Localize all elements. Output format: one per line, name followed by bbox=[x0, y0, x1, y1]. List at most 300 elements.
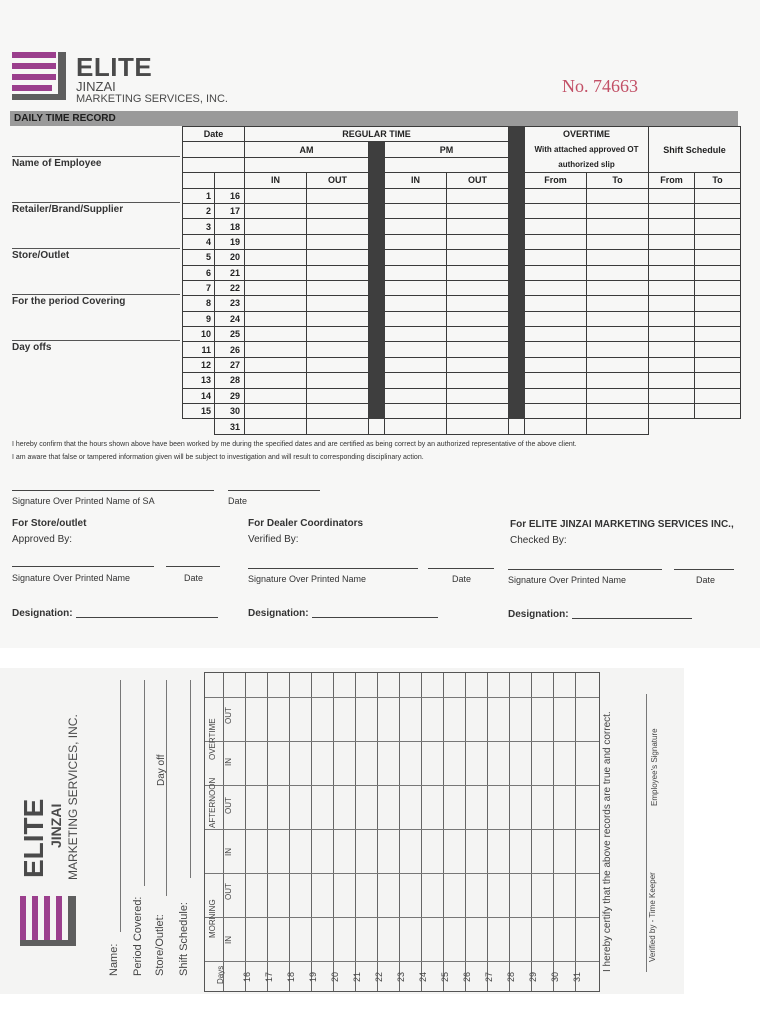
card-day-number: 19 bbox=[308, 971, 318, 982]
pm-in-cell[interactable] bbox=[385, 327, 447, 342]
pm-in-cell[interactable] bbox=[385, 219, 447, 234]
pm-out-cell[interactable] bbox=[447, 327, 509, 342]
am-in-cell[interactable] bbox=[245, 203, 307, 218]
employee-label: Name of Employee bbox=[12, 158, 102, 169]
pm-out-cell[interactable] bbox=[447, 296, 509, 311]
pm-out-header: OUT bbox=[447, 173, 509, 188]
sa-date-label: Date bbox=[228, 496, 248, 506]
sa-signature-line[interactable] bbox=[12, 490, 214, 491]
pm-out-cell[interactable] bbox=[447, 342, 509, 357]
shift-from-cell[interactable] bbox=[649, 327, 695, 342]
pm-out-cell[interactable] bbox=[447, 250, 509, 265]
day-row bbox=[183, 250, 741, 265]
card-shift-line[interactable] bbox=[190, 680, 191, 878]
day-row bbox=[183, 219, 741, 234]
card-day-number: 22 bbox=[374, 971, 384, 982]
card-grid-column bbox=[399, 673, 400, 991]
card-grid-row bbox=[205, 873, 599, 874]
day-number: 27 bbox=[215, 357, 245, 372]
shift-to-cell[interactable] bbox=[695, 327, 741, 342]
ot-from-cell[interactable] bbox=[525, 280, 587, 295]
pm-out-cell[interactable] bbox=[447, 357, 509, 372]
confirm-statement-2: I am aware that false or tampered information given will be subject to investigation and will result to corresponding disciplinary action. bbox=[12, 454, 424, 461]
am-in-cell[interactable] bbox=[245, 250, 307, 265]
pm-out-cell[interactable] bbox=[447, 311, 509, 326]
shift-from-cell[interactable] bbox=[649, 311, 695, 326]
pm-in-cell[interactable] bbox=[385, 373, 447, 388]
am-out-cell[interactable] bbox=[307, 219, 369, 234]
am-out-cell[interactable] bbox=[307, 388, 369, 403]
shift-from-cell[interactable] bbox=[525, 419, 587, 434]
ot-from-cell[interactable] bbox=[525, 404, 587, 419]
serial-number: No. 74663 bbox=[562, 76, 638, 96]
checked-by-label: Checked By: bbox=[510, 535, 567, 546]
elite-designation-line[interactable] bbox=[572, 618, 692, 619]
pm-in-cell[interactable] bbox=[385, 250, 447, 265]
card-day-number: 31 bbox=[572, 971, 582, 982]
day-number: 17 bbox=[215, 203, 245, 218]
card-afternoon-in: IN bbox=[224, 848, 233, 856]
ot-from-cell[interactable] bbox=[447, 419, 509, 434]
company-name-2: JINZAI bbox=[76, 79, 116, 94]
card-morning-in: IN bbox=[224, 936, 233, 944]
dealer-designation-label: Designation: bbox=[248, 608, 309, 619]
day-row bbox=[183, 388, 741, 403]
day-row bbox=[183, 188, 741, 203]
dayoffs-line[interactable] bbox=[12, 340, 180, 341]
card-day-number: 17 bbox=[264, 971, 274, 982]
am-out-cell[interactable] bbox=[307, 404, 369, 419]
card-grid-column bbox=[333, 673, 334, 991]
day-row bbox=[183, 296, 741, 311]
card-grid-row bbox=[205, 829, 599, 830]
verified-by-label: Verified By: bbox=[248, 534, 299, 545]
day-number: 15 bbox=[183, 404, 215, 419]
day-number: 30 bbox=[215, 404, 245, 419]
card-morning-header: MORNING bbox=[208, 899, 217, 938]
pm-in-cell[interactable] bbox=[385, 188, 447, 203]
day-number: 29 bbox=[215, 388, 245, 403]
day-number: 2 bbox=[183, 203, 215, 218]
am-in-cell[interactable] bbox=[245, 234, 307, 249]
store-date-label: Date bbox=[184, 573, 204, 583]
store-label: Store/Outlet bbox=[12, 250, 70, 261]
card-company-name-2: JINZAI bbox=[48, 803, 64, 848]
shift-from-cell[interactable] bbox=[649, 357, 695, 372]
day-number: 12 bbox=[183, 357, 215, 372]
am-in-cell[interactable] bbox=[245, 388, 307, 403]
card-grid-row bbox=[205, 785, 599, 786]
am-in-cell[interactable] bbox=[245, 373, 307, 388]
ot-to-cell[interactable] bbox=[587, 234, 649, 249]
dayoffs-label: Day offs bbox=[12, 342, 52, 353]
day-row bbox=[183, 404, 741, 419]
day-number: 1 bbox=[183, 188, 215, 203]
pm-in-cell[interactable] bbox=[385, 234, 447, 249]
ot-to-cell[interactable] bbox=[587, 250, 649, 265]
ot-from-cell[interactable] bbox=[525, 234, 587, 249]
ot-from-cell[interactable] bbox=[525, 357, 587, 372]
shift-from-cell[interactable] bbox=[649, 280, 695, 295]
card-grid-column bbox=[311, 673, 312, 991]
day-number: 23 bbox=[215, 296, 245, 311]
card-afternoon-out: OUT bbox=[224, 797, 233, 814]
card-period-line[interactable] bbox=[144, 680, 145, 886]
pm-in-cell[interactable] bbox=[385, 404, 447, 419]
card-day-number: 18 bbox=[286, 971, 296, 982]
shift-to-cell[interactable] bbox=[695, 234, 741, 249]
am-in-cell[interactable] bbox=[245, 280, 307, 295]
elite-designation-label: Designation: bbox=[508, 609, 569, 620]
am-out-cell[interactable] bbox=[307, 234, 369, 249]
pm-in-cell[interactable] bbox=[385, 357, 447, 372]
ot-from-cell[interactable] bbox=[525, 250, 587, 265]
shift-to-cell[interactable] bbox=[587, 419, 649, 434]
elite-date-label: Date bbox=[696, 575, 716, 585]
employee-line[interactable] bbox=[12, 156, 180, 157]
day-row bbox=[183, 203, 741, 218]
shift-to-cell[interactable] bbox=[695, 342, 741, 357]
shift-from-cell[interactable] bbox=[649, 188, 695, 203]
overtime-header: OVERTIME bbox=[525, 127, 649, 142]
am-out-cell[interactable] bbox=[307, 357, 369, 372]
period-label: For the period Covering bbox=[12, 296, 126, 307]
approved-by-label: Approved By: bbox=[12, 534, 73, 545]
shift-from-cell[interactable] bbox=[649, 250, 695, 265]
card-store-label: Store/Outlet: bbox=[154, 914, 166, 976]
pm-in-cell[interactable] bbox=[385, 342, 447, 357]
am-in-cell[interactable] bbox=[245, 404, 307, 419]
am-out-header: OUT bbox=[307, 173, 369, 188]
card-overtime-header: OVERTIME bbox=[208, 718, 217, 760]
shift-from-cell[interactable] bbox=[649, 296, 695, 311]
shift-schedule-header: Shift Schedule bbox=[649, 127, 741, 173]
day-row bbox=[183, 327, 741, 342]
card-grid-column bbox=[289, 673, 290, 991]
shift-from-cell[interactable] bbox=[649, 234, 695, 249]
day-row bbox=[183, 357, 741, 372]
am-out-cell[interactable] bbox=[307, 265, 369, 280]
ot-to-cell[interactable] bbox=[587, 280, 649, 295]
day-row bbox=[183, 311, 741, 326]
period-line[interactable] bbox=[12, 294, 180, 295]
day-number: 8 bbox=[183, 296, 215, 311]
shift-from-cell[interactable] bbox=[649, 203, 695, 218]
card-day-number: 26 bbox=[462, 971, 472, 982]
store-line[interactable] bbox=[12, 248, 180, 249]
day-number: 3 bbox=[183, 219, 215, 234]
card-day-number: 28 bbox=[506, 971, 516, 982]
pm-out-cell[interactable] bbox=[447, 265, 509, 280]
day-number: 5 bbox=[183, 250, 215, 265]
day-number: 4 bbox=[183, 234, 215, 249]
ot-to-cell[interactable] bbox=[587, 296, 649, 311]
pm-out-cell[interactable] bbox=[447, 373, 509, 388]
am-in-cell[interactable] bbox=[245, 357, 307, 372]
am-out-cell[interactable] bbox=[307, 188, 369, 203]
card-grid-column bbox=[355, 673, 356, 991]
retailer-line[interactable] bbox=[12, 202, 180, 203]
dealer-designation-line[interactable] bbox=[312, 617, 438, 618]
pm-in-cell[interactable] bbox=[385, 280, 447, 295]
card-grid-column bbox=[531, 673, 532, 991]
day-number: 28 bbox=[215, 373, 245, 388]
shift-to-cell[interactable] bbox=[695, 250, 741, 265]
shift-from-cell[interactable] bbox=[649, 342, 695, 357]
ot-to-header: To bbox=[587, 173, 649, 188]
card-company-name-1: ELITE bbox=[18, 798, 49, 878]
shift-to-cell[interactable] bbox=[695, 404, 741, 419]
elite-signature-label: Signature Over Printed Name bbox=[508, 575, 627, 585]
ot-to-cell[interactable] bbox=[587, 311, 649, 326]
store-designation-line[interactable] bbox=[76, 617, 218, 618]
card-day-number: 24 bbox=[418, 971, 428, 982]
day-number: 31 bbox=[215, 419, 245, 434]
day-number: 25 bbox=[215, 327, 245, 342]
card-verifier-line[interactable] bbox=[646, 694, 647, 972]
card-overtime-in: IN bbox=[224, 758, 233, 766]
card-certify-text: I hereby certify that the above records are true and correct. bbox=[602, 711, 613, 972]
ot-from-cell[interactable] bbox=[525, 342, 587, 357]
shift-to-cell[interactable] bbox=[695, 373, 741, 388]
pm-out-cell[interactable] bbox=[447, 388, 509, 403]
day-number: 7 bbox=[183, 280, 215, 295]
day-row bbox=[183, 234, 741, 249]
card-name-line[interactable] bbox=[120, 680, 121, 932]
card-grid-column bbox=[377, 673, 378, 991]
card-day-number: 21 bbox=[352, 971, 362, 982]
card-grid-row bbox=[205, 917, 599, 918]
card-grid-column bbox=[421, 673, 422, 991]
company-name-1: ELITE bbox=[76, 52, 153, 82]
card-verified-label: Verified by - Time Keeper bbox=[648, 872, 657, 962]
day-number: 14 bbox=[183, 388, 215, 403]
card-day-number: 29 bbox=[528, 971, 538, 982]
pm-out-cell[interactable] bbox=[447, 203, 509, 218]
card-day-number: 16 bbox=[242, 971, 252, 982]
dealer-verification-heading: For Dealer Coordinators bbox=[248, 518, 364, 529]
ot-to-cell[interactable] bbox=[587, 203, 649, 218]
pm-in-cell[interactable] bbox=[385, 296, 447, 311]
pm-in-cell[interactable] bbox=[369, 419, 385, 434]
ot-from-cell[interactable] bbox=[525, 373, 587, 388]
card-day-number: 27 bbox=[484, 971, 494, 982]
day-number: 22 bbox=[215, 280, 245, 295]
pm-out-cell[interactable] bbox=[447, 219, 509, 234]
card-days-header: Days bbox=[216, 965, 225, 984]
am-out-cell[interactable] bbox=[307, 296, 369, 311]
card-grid-column bbox=[487, 673, 488, 991]
pm-out-cell[interactable] bbox=[447, 404, 509, 419]
card-grid-column bbox=[553, 673, 554, 991]
am-out-cell[interactable] bbox=[307, 342, 369, 357]
ot-from-cell[interactable] bbox=[525, 311, 587, 326]
day-number: 18 bbox=[215, 219, 245, 234]
am-in-cell[interactable] bbox=[245, 265, 307, 280]
card-day-number: 30 bbox=[550, 971, 560, 982]
dealer-date-line[interactable] bbox=[428, 568, 494, 569]
pm-out-cell[interactable] bbox=[447, 188, 509, 203]
day-number: 21 bbox=[215, 265, 245, 280]
am-in-cell[interactable] bbox=[245, 188, 307, 203]
ot-from-cell[interactable] bbox=[525, 188, 587, 203]
grid-divider bbox=[509, 127, 525, 419]
card-grid-column bbox=[267, 673, 268, 991]
store-signature-label: Signature Over Printed Name bbox=[12, 573, 131, 583]
ot-from-cell[interactable] bbox=[525, 388, 587, 403]
dealer-signature-label: Signature Over Printed Name bbox=[248, 574, 367, 584]
elite-check-heading: For ELITE JINZAI MARKETING SERVICES INC., bbox=[510, 519, 734, 530]
am-in-cell[interactable] bbox=[245, 327, 307, 342]
ot-to-cell[interactable] bbox=[509, 419, 525, 434]
day-number: 9 bbox=[183, 311, 215, 326]
ot-from-cell[interactable] bbox=[525, 296, 587, 311]
pm-in-cell[interactable] bbox=[385, 388, 447, 403]
shift-to-cell[interactable] bbox=[695, 296, 741, 311]
pm-in-cell[interactable] bbox=[385, 311, 447, 326]
card-day-number: 23 bbox=[396, 971, 406, 982]
pm-in-cell[interactable] bbox=[385, 203, 447, 218]
am-out-cell[interactable] bbox=[307, 311, 369, 326]
card-morning-out: OUT bbox=[224, 883, 233, 900]
ot-to-cell[interactable] bbox=[587, 188, 649, 203]
card-name-label: Name: bbox=[108, 943, 120, 976]
pm-out-cell[interactable] bbox=[447, 234, 509, 249]
confirm-statement-1: I hereby confirm that the hours shown above have been worked by me during the specified dates and are certified as being correct by an authorized representative of the above client. bbox=[12, 441, 577, 448]
shift-from-cell[interactable] bbox=[649, 404, 695, 419]
am-in-cell[interactable] bbox=[245, 219, 307, 234]
ot-to-cell[interactable] bbox=[587, 357, 649, 372]
sa-signature-label: Signature Over Printed Name of SA bbox=[12, 496, 155, 506]
ot-from-cell[interactable] bbox=[525, 219, 587, 234]
card-time-grid bbox=[204, 672, 600, 992]
overtime-note-1: With attached approved OT bbox=[525, 142, 649, 157]
shift-to-header: To bbox=[695, 173, 741, 188]
card-grid-row bbox=[205, 697, 599, 698]
am-in-header: IN bbox=[245, 173, 307, 188]
time-record-grid bbox=[182, 126, 741, 435]
card-grid-column bbox=[465, 673, 466, 991]
card-logo-mark-icon bbox=[20, 896, 78, 948]
day-number: 19 bbox=[215, 234, 245, 249]
am-out-cell[interactable] bbox=[307, 280, 369, 295]
elite-date-line[interactable] bbox=[674, 569, 734, 570]
shift-from-cell[interactable] bbox=[649, 219, 695, 234]
card-store-line[interactable] bbox=[166, 680, 167, 896]
card-day-number: 20 bbox=[330, 971, 340, 982]
ot-to-cell[interactable] bbox=[587, 388, 649, 403]
shift-to-cell[interactable] bbox=[695, 265, 741, 280]
logo-mark-icon bbox=[12, 52, 72, 102]
day-row bbox=[183, 373, 741, 388]
shift-to-cell[interactable] bbox=[695, 280, 741, 295]
am-header: AM bbox=[245, 142, 369, 157]
card-afternoon-header: AFTERNOON bbox=[208, 777, 217, 828]
day-number: 20 bbox=[215, 250, 245, 265]
card-grid-column bbox=[245, 673, 246, 991]
ot-to-cell[interactable] bbox=[587, 219, 649, 234]
ot-to-cell[interactable] bbox=[587, 342, 649, 357]
pm-in-header: IN bbox=[385, 173, 447, 188]
store-designation-label: Designation: bbox=[12, 608, 73, 619]
am-in-cell[interactable] bbox=[245, 296, 307, 311]
card-shift-label: Shift Schedule: bbox=[178, 902, 190, 976]
shift-to-cell[interactable] bbox=[695, 357, 741, 372]
card-grid-column bbox=[509, 673, 510, 991]
date-header: Date bbox=[183, 127, 245, 142]
shift-to-cell[interactable] bbox=[695, 203, 741, 218]
sa-date-line[interactable] bbox=[228, 490, 320, 491]
shift-from-cell[interactable] bbox=[649, 373, 695, 388]
am-in-cell[interactable] bbox=[245, 342, 307, 357]
grid-divider bbox=[369, 142, 385, 419]
am-in-cell[interactable] bbox=[245, 311, 307, 326]
ot-from-cell[interactable] bbox=[525, 265, 587, 280]
ot-to-cell[interactable] bbox=[587, 327, 649, 342]
card-grid-row bbox=[205, 741, 599, 742]
overtime-note-2: authorized slip bbox=[525, 157, 649, 172]
day-number: 6 bbox=[183, 265, 215, 280]
day-number: 11 bbox=[183, 342, 215, 357]
dealer-date-label: Date bbox=[452, 574, 472, 584]
pm-header: PM bbox=[385, 142, 509, 157]
am-out-cell[interactable] bbox=[307, 419, 369, 434]
pm-out-cell[interactable] bbox=[385, 419, 447, 434]
am-out-cell[interactable] bbox=[307, 373, 369, 388]
store-date-line[interactable] bbox=[166, 566, 220, 567]
am-out-cell[interactable] bbox=[307, 250, 369, 265]
day-row bbox=[183, 280, 741, 295]
ot-from-cell[interactable] bbox=[525, 327, 587, 342]
pm-out-cell[interactable] bbox=[447, 280, 509, 295]
card-employee-signature-label: Employee's Signature bbox=[650, 728, 659, 806]
day-row bbox=[183, 419, 741, 434]
am-out-cell[interactable] bbox=[307, 203, 369, 218]
day-number: 16 bbox=[215, 188, 245, 203]
shift-to-cell[interactable] bbox=[695, 311, 741, 326]
elite-signature-line[interactable] bbox=[508, 569, 662, 570]
ot-to-cell[interactable] bbox=[587, 265, 649, 280]
ot-to-cell[interactable] bbox=[587, 404, 649, 419]
card-grid-column bbox=[575, 673, 576, 991]
shift-to-cell[interactable] bbox=[695, 388, 741, 403]
company-name-3: MARKETING SERVICES, INC. bbox=[76, 93, 228, 105]
card-grid-column bbox=[443, 673, 444, 991]
shift-from-cell[interactable] bbox=[649, 265, 695, 280]
day-row bbox=[183, 342, 741, 357]
shift-from-cell[interactable] bbox=[649, 388, 695, 403]
am-out-cell[interactable] bbox=[307, 327, 369, 342]
retailer-label: Retailer/Brand/Supplier bbox=[12, 204, 124, 215]
am-in-cell[interactable] bbox=[245, 419, 307, 434]
card-company-name-3: MARKETING SERVICES, INC. bbox=[66, 714, 80, 880]
day-number: 10 bbox=[183, 327, 215, 342]
regular-time-header: REGULAR TIME bbox=[245, 127, 509, 142]
ot-to-cell[interactable] bbox=[587, 373, 649, 388]
shift-to-cell[interactable] bbox=[695, 219, 741, 234]
shift-to-cell[interactable] bbox=[695, 188, 741, 203]
shift-from-header: From bbox=[649, 173, 695, 188]
form-title: DAILY TIME RECORD bbox=[10, 111, 738, 126]
dealer-signature-line[interactable] bbox=[248, 568, 418, 569]
pm-in-cell[interactable] bbox=[385, 265, 447, 280]
ot-from-cell[interactable] bbox=[525, 203, 587, 218]
card-dayoff-label: Day off bbox=[156, 754, 167, 786]
card-overtime-out: OUT bbox=[224, 707, 233, 724]
store-approval-heading: For Store/outlet bbox=[12, 518, 87, 529]
store-signature-line[interactable] bbox=[12, 566, 154, 567]
card-day-number: 25 bbox=[440, 971, 450, 982]
